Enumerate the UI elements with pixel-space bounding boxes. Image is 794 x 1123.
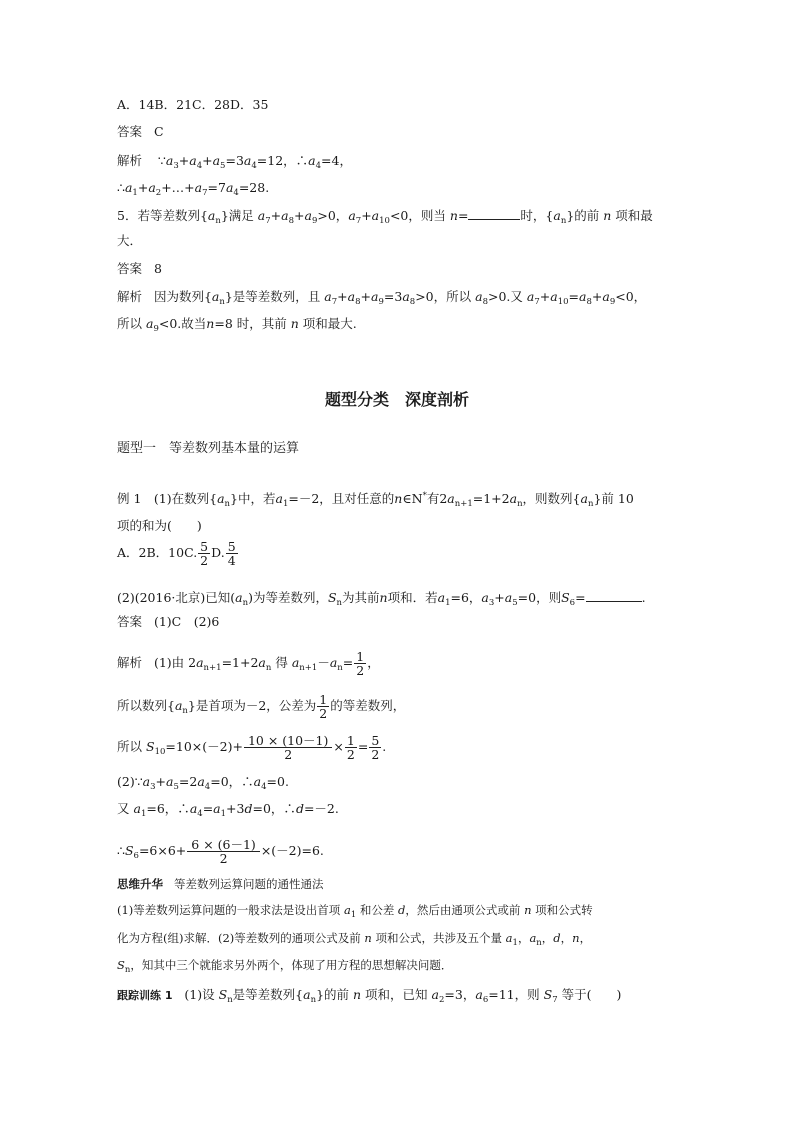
solution-ex1-line4: $(2)\because a_3+a_5=2a_4=0$，$\therefore a_4=0$. (117, 774, 289, 792)
example-1: 例 1 (1)在数列$\{a_n\}$中，若$a_1=-2$，且对任意的n∈N*有$2a_{n+1}=1+2a_n$，则数列$\{a_n\}$前 10 (117, 491, 634, 509)
example-1-cont: 项的和为( ) (117, 518, 202, 533)
thinking-line1: (1)等差数列运算问题的一般求法是设出首项 $a_1$ 和公差 d，然后由通项公式或前 n 项和公式转 (117, 903, 593, 920)
thinking-line2: 化为方程(组)求解．(2)等差数列的通项公式及前 n 项和公式，共涉及五个量 $a_1$，$a_n$，d，n， (117, 931, 592, 948)
example-1-options: A．2B．10C. $\frac{5}{2}$ D. $\frac{5}{4}$ (117, 539, 236, 568)
answer-line-q5: 答案 8 (117, 261, 162, 276)
solution-ex1-line1: 解析 (1)由 $2a_{n+1}=1+2a_n$ 得 $a_{n+1}-a_n=$ $\frac{1}{2}$ ， (117, 649, 380, 678)
answer-line-q4: 答案 C (117, 124, 164, 139)
solution-ex1-line3: 所以 $S_{10}=10\times(-2)+$ $\frac{10 \times (10-1)}{2}$ × $\frac{1}{2}$ = $\frac{5}{2}$ . (117, 733, 387, 762)
example-1-part2: (2)(2016·北京)已知$(a_n)$为等差数列，$S_n$为其前n项和．若$a_1=6$，$a_3+a_5=0$，则$S_6=$ . (117, 590, 646, 608)
thinking-heading: 思维升华 等差数列运算问题的通性通法 (117, 877, 324, 891)
solution-ex1-line5: 又 $a_1=6$，$\therefore a_4=a_1+3d=0$，∴d=－2. (117, 801, 339, 819)
thinking-line3: $S_n$，知其中三个就能求另外两个，体现了用方程的思想解决问题． (117, 958, 453, 975)
options-line-q4: A．14B．21C．28D．35 (117, 97, 269, 112)
question-5-cont: 大． (117, 233, 143, 248)
tracking-exercise: 跟踪训练 1 (1)设 $S_n$是等差数列$\{a_n\}$的前 n 项和，已知 $a_2=3$，$a_6=11$，则 $S_7$ 等于( ) (117, 987, 622, 1005)
solution-line-q5: 解析 因为数列$\{a_n\}$是等差数列，且 $a_7+a_8+a_9=3a_8>0$，所以 $a_8>0$.又 $a_7+a_{10}=a_8+a_9<0$， (117, 289, 647, 307)
answer-blank (468, 207, 520, 220)
solution-line-q4: 解析 $\because a_3+a_4+a_5=3a_4=12$，$\therefore a_4=4$， (117, 153, 352, 171)
section-title: 题型分类 深度剖析 (324, 390, 469, 409)
answer-line-ex1: 答案 (1)C (2)6 (117, 614, 220, 629)
solution-line-q4-b: $\therefore a_1+a_2+\dots+a_7=7a_4=28$. (117, 180, 270, 198)
answer-blank-2 (586, 589, 642, 602)
solution-ex1-line2: 所以数列$\{a_n\}$是首项为－2，公差为 $\frac{1}{2}$ 的等差数列， (117, 692, 406, 721)
type-heading: 题型一 等差数列基本量的运算 (117, 441, 300, 456)
solution-ex1-line6: $\therefore S_6=6\times 6+$ $\frac{6 \times (6-1)}{2}$ ×(－2)=6. (117, 837, 324, 866)
solution-line-q5-b: 所以 $a_9<0$.故当n=8 时，其前 n 项和最大. (117, 316, 357, 334)
question-5: 5．若等差数列$\{a_n\}$满足 $a_7+a_8+a_9>0$，$a_7+a_{10}<0$，则当 n= 时，$\{a_n\}$的前 n 项和最 (117, 208, 653, 226)
